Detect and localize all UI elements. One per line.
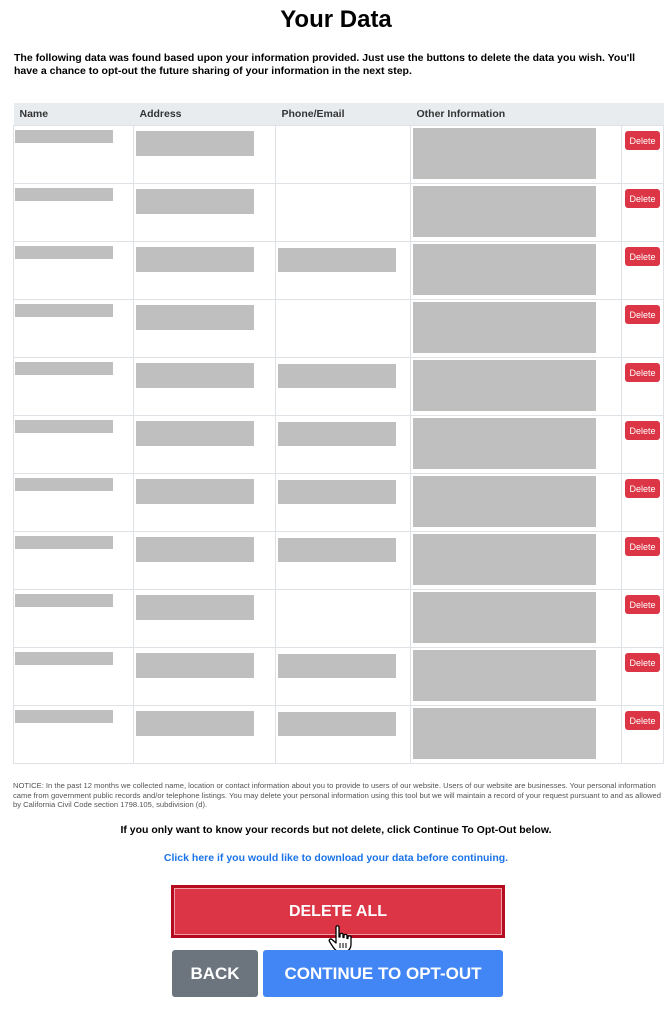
other-information-cell	[411, 126, 622, 184]
redacted-address	[136, 189, 254, 214]
actions-cell	[622, 126, 664, 184]
delete-row-button[interactable]: Delete	[625, 711, 660, 730]
name-cell	[14, 474, 134, 532]
other-information-cell	[411, 416, 622, 474]
actions-cell	[622, 706, 664, 764]
header-other-information: Other Information	[411, 103, 622, 126]
delete-all-button[interactable]: DELETE ALL	[171, 885, 505, 938]
delete-row-button[interactable]: Delete	[625, 421, 660, 440]
phone-email-cell	[276, 416, 411, 474]
other-information-cell	[411, 532, 622, 590]
header-actions	[622, 103, 664, 126]
table-row	[14, 590, 664, 648]
actions-cell	[622, 590, 664, 648]
table-row	[14, 184, 664, 242]
redacted-address	[136, 711, 254, 736]
header-name: Name	[14, 103, 134, 126]
phone-email-cell	[276, 184, 411, 242]
name-cell	[14, 184, 134, 242]
delete-row-button[interactable]: Delete	[625, 363, 660, 382]
redacted-name	[15, 710, 113, 723]
redacted-address	[136, 363, 254, 388]
phone-email-cell	[276, 532, 411, 590]
redacted-address	[136, 305, 254, 330]
actions-cell	[622, 300, 664, 358]
name-cell	[14, 416, 134, 474]
notice-text: NOTICE: In the past 12 months we collected name, location or contact information about you to provide to users of our website. Users of our website are businesses. Your personal information came from government public records and/or telephone listings. You may delete your personal information using this tool but we will maintain a record of your request pursuant to and as allowed by California Civil Code section 1798.105, subdivision (d).	[13, 781, 661, 809]
redacted-name	[15, 246, 113, 259]
redacted-address	[136, 421, 254, 446]
redacted-name	[15, 594, 113, 607]
redacted-other-information	[413, 128, 596, 179]
delete-row-button[interactable]: Delete	[625, 479, 660, 498]
address-cell	[134, 648, 276, 706]
other-information-cell	[411, 358, 622, 416]
actions-cell	[622, 242, 664, 300]
other-information-cell	[411, 648, 622, 706]
phone-email-cell	[276, 474, 411, 532]
know-records-text: If you only want to know your records but not delete, click Continue To Opt-Out below.	[120, 824, 552, 836]
redacted-phone-email	[278, 248, 396, 272]
address-cell	[134, 532, 276, 590]
actions-cell	[622, 474, 664, 532]
name-cell	[14, 648, 134, 706]
table-row	[14, 706, 664, 764]
redacted-name	[15, 478, 113, 491]
actions-cell	[622, 358, 664, 416]
address-cell	[134, 416, 276, 474]
hand-pointer-icon	[328, 925, 352, 953]
phone-email-cell	[276, 126, 411, 184]
address-cell	[134, 706, 276, 764]
redacted-other-information	[413, 650, 596, 701]
address-cell	[134, 126, 276, 184]
other-information-cell	[411, 706, 622, 764]
redacted-other-information	[413, 534, 596, 585]
redacted-phone-email	[278, 654, 396, 678]
actions-cell	[622, 184, 664, 242]
table-row	[14, 300, 664, 358]
download-data-link[interactable]: Click here if you would like to download your data before continuing.	[163, 852, 509, 864]
address-cell	[134, 184, 276, 242]
delete-row-button[interactable]: Delete	[625, 537, 660, 556]
address-cell	[134, 358, 276, 416]
redacted-phone-email	[278, 712, 396, 736]
delete-row-button[interactable]: Delete	[625, 595, 660, 614]
name-cell	[14, 706, 134, 764]
address-cell	[134, 300, 276, 358]
redacted-name	[15, 362, 113, 375]
actions-cell	[622, 416, 664, 474]
page-title: Your Data	[280, 6, 392, 33]
table-row	[14, 126, 664, 184]
name-cell	[14, 300, 134, 358]
redacted-address	[136, 479, 254, 504]
redacted-other-information	[413, 476, 596, 527]
redacted-name	[15, 420, 113, 433]
redacted-address	[136, 247, 254, 272]
address-cell	[134, 242, 276, 300]
redacted-other-information	[413, 360, 596, 411]
back-button[interactable]: BACK	[172, 950, 258, 997]
phone-email-cell	[276, 242, 411, 300]
redacted-name	[15, 536, 113, 549]
redacted-address	[136, 653, 254, 678]
redacted-phone-email	[278, 364, 396, 388]
other-information-cell	[411, 590, 622, 648]
table-row	[14, 358, 664, 416]
intro-text: The following data was found based upon your information provided. Just use the buttons to delete the data you wish. You'll have a chance to opt-out the future sharing of your information in the next step.	[14, 52, 636, 77]
table-header-row	[14, 103, 664, 126]
redacted-other-information	[413, 708, 596, 759]
actions-cell	[622, 648, 664, 706]
phone-email-cell	[276, 590, 411, 648]
delete-row-button[interactable]: Delete	[625, 247, 660, 266]
name-cell	[14, 590, 134, 648]
name-cell	[14, 358, 134, 416]
name-cell	[14, 532, 134, 590]
delete-row-button[interactable]: Delete	[625, 305, 660, 324]
delete-row-button[interactable]: Delete	[625, 131, 660, 150]
redacted-phone-email	[278, 480, 396, 504]
redacted-phone-email	[278, 422, 396, 446]
redacted-other-information	[413, 418, 596, 469]
name-cell	[14, 242, 134, 300]
redacted-other-information	[413, 302, 596, 353]
data-table	[13, 103, 664, 764]
name-cell	[14, 126, 134, 184]
redacted-other-information	[413, 186, 596, 237]
table-row	[14, 648, 664, 706]
table-row	[14, 474, 664, 532]
other-information-cell	[411, 300, 622, 358]
phone-email-cell	[276, 706, 411, 764]
redacted-name	[15, 652, 113, 665]
redacted-name	[15, 130, 113, 143]
phone-email-cell	[276, 300, 411, 358]
phone-email-cell	[276, 648, 411, 706]
redacted-address	[136, 595, 254, 620]
phone-email-cell	[276, 358, 411, 416]
redacted-phone-email	[278, 538, 396, 562]
other-information-cell	[411, 242, 622, 300]
redacted-address	[136, 537, 254, 562]
table-row	[14, 532, 664, 590]
table-row	[14, 242, 664, 300]
header-address: Address	[134, 103, 276, 126]
delete-row-button[interactable]: Delete	[625, 653, 660, 672]
other-information-cell	[411, 474, 622, 532]
continue-to-opt-out-button[interactable]: CONTINUE TO OPT-OUT	[263, 950, 503, 997]
address-cell	[134, 474, 276, 532]
redacted-other-information	[413, 592, 596, 643]
delete-row-button[interactable]: Delete	[625, 189, 660, 208]
other-information-cell	[411, 184, 622, 242]
redacted-address	[136, 131, 254, 156]
address-cell	[134, 590, 276, 648]
redacted-name	[15, 304, 113, 317]
actions-cell	[622, 532, 664, 590]
redacted-name	[15, 188, 113, 201]
header-phone-email: Phone/Email	[276, 103, 411, 126]
table-row	[14, 416, 664, 474]
redacted-other-information	[413, 244, 596, 295]
